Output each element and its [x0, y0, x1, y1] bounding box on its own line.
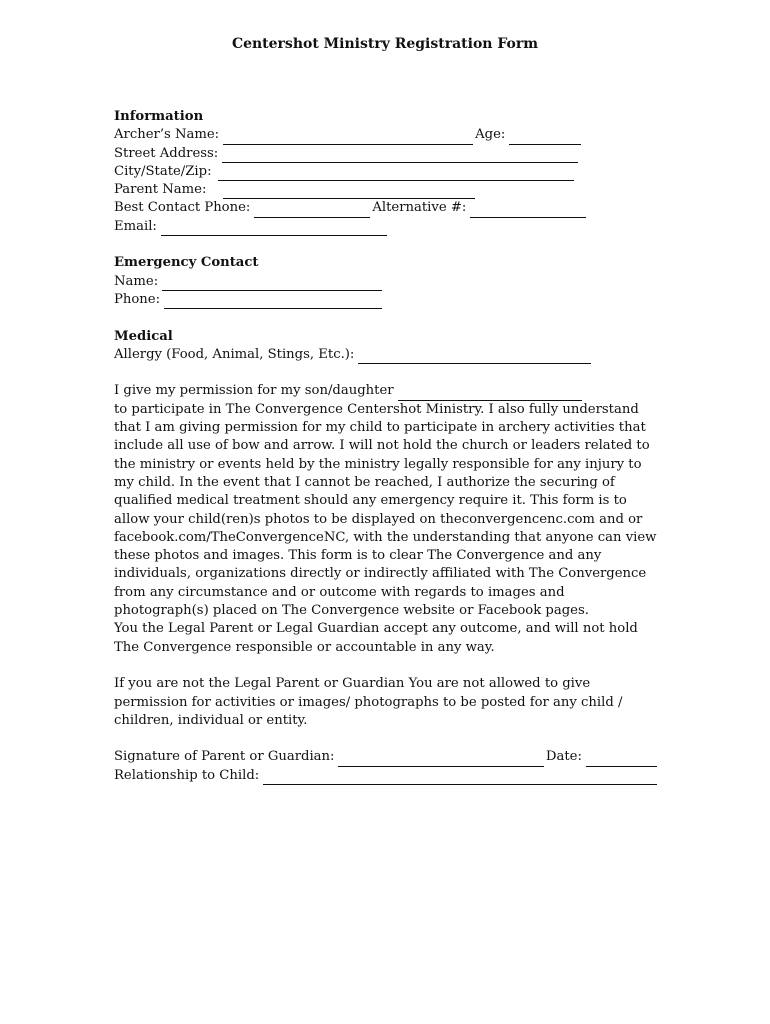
emergency-phone-row [114, 291, 659, 309]
allergy-label: Allergy (Food, Animal, Stings, Etc.): [114, 346, 355, 362]
emergency-phone-field[interactable] [164, 295, 382, 309]
phone-row [114, 199, 659, 217]
email-row [114, 218, 659, 236]
form-content [114, 108, 659, 785]
alternative-phone-field[interactable] [470, 204, 586, 218]
alternative-phone-label: Alternative #: [372, 200, 467, 216]
information-heading: Information [114, 109, 204, 124]
permission-intro-row [114, 382, 659, 400]
legal-guardian-text: You the Legal Parent or Legal Guardian accept any outcome, and will not hold The Convergence responsible or accountable in any way. [114, 621, 638, 655]
permission-text: to participate in The Convergence Centershot Ministry. I also fully understand that I am giving permission for my child to participate in archery activities that include all use of bow and arrow. I will not hold the church or leaders related to the ministry or events held by the ministry legally responsible for any injury to my child. In the event that I cannot be reached, I authorize the securing of qualified medical treatment should any emergency require it. This form is to allow your child(ren)s photos to be displayed on theconvergencenc.com and or facebook.com/TheConvergenceNC, with the understanding that anyone can view these photos and images. This form is to clear The Convergence and any individuals, organizations directly or indirectly affiliated with The Convergence from any circumstance and or outcome with regards to images and photograph(s) placed on The Convergence website or Facebook pages. [114, 401, 657, 619]
page-title: Centershot Ministry Registration Form [231, 36, 539, 52]
emergency-name-label: Name: [114, 273, 159, 289]
parent-name-label: Parent Name: [114, 182, 207, 198]
age-label: Age: [475, 127, 506, 143]
city-state-zip-row [114, 163, 659, 181]
street-address-field[interactable] [222, 149, 578, 163]
signature-row [114, 748, 659, 766]
emergency-heading: Emergency Contact [114, 255, 259, 271]
best-phone-field[interactable] [254, 204, 370, 218]
signature-field[interactable] [338, 753, 543, 767]
relationship-field[interactable] [263, 771, 657, 785]
child-name-field[interactable] [398, 387, 582, 401]
email-label: Email: [114, 218, 157, 234]
parent-name-row [114, 181, 659, 199]
email-field[interactable] [161, 222, 387, 236]
notice-block [114, 675, 659, 730]
signature-label: Signature of Parent or Guardian: [114, 749, 335, 765]
emergency-name-field[interactable] [162, 277, 382, 291]
street-address-label: Street Address: [114, 145, 219, 161]
permission-intro: I give my permission for my son/daughter [114, 383, 394, 399]
age-field[interactable] [509, 131, 581, 145]
permission-body [114, 401, 659, 657]
allergy-field[interactable] [358, 350, 591, 364]
date-field[interactable] [586, 753, 657, 767]
emergency-phone-label: Phone: [114, 291, 161, 307]
emergency-name-row [114, 273, 659, 291]
archer-name-field[interactable] [223, 131, 473, 145]
archer-name-row [114, 126, 659, 144]
notice-text: If you are not the Legal Parent or Guardian You are not allowed to give permission for activities or images/ photographs to be posted for any child / children, individual or entity. [114, 676, 623, 728]
relationship-label: Relationship to Child: [114, 767, 260, 783]
medical-heading: Medical [114, 328, 173, 344]
archer-name-label: Archer’s Name: [114, 127, 220, 143]
date-label: Date: [545, 749, 582, 765]
parent-name-field[interactable] [223, 185, 475, 199]
city-state-zip-field[interactable] [218, 167, 574, 181]
street-address-row [114, 145, 659, 163]
best-phone-label: Best Contact Phone: [114, 200, 251, 216]
city-state-zip-label: City/State/Zip: [114, 163, 212, 179]
allergy-row [114, 346, 659, 364]
relationship-row [114, 767, 659, 785]
